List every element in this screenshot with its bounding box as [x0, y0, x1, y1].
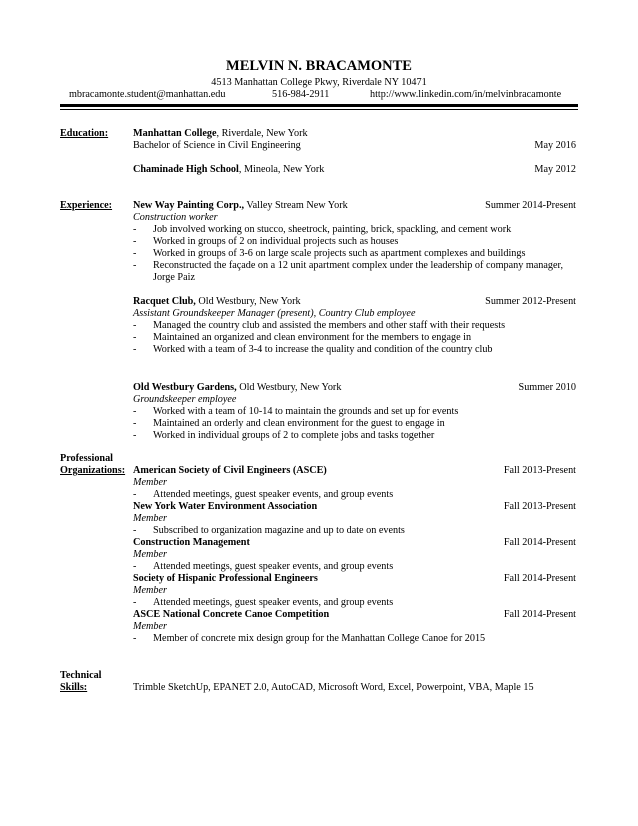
job-3-bullet-1 — [133, 406, 458, 418]
job-2-bullet-1 — [133, 320, 505, 332]
job-1-date: Summer 2014-Present — [485, 200, 576, 211]
org-3-name — [133, 537, 250, 549]
job-2-company — [133, 296, 301, 308]
bullet-text: Reconstructed the façade on a 12 unit apartment complex under the leadership of company manager, — [153, 260, 564, 271]
phone: 516-984-2911 — [272, 89, 330, 100]
bullet-dash: - — [133, 344, 137, 355]
bullet-text: Worked in individual groups of 2 to complete jobs and tasks together — [153, 430, 435, 441]
org-3-date: Fall 2014-Present — [503, 537, 576, 548]
bullet-text: Worked with a team of 3-4 to increase the quality and condition of the country club — [153, 344, 493, 355]
job-3-date: Summer 2010 — [518, 382, 576, 393]
experience-label: Experience: — [60, 200, 113, 211]
job-3-role — [133, 394, 236, 406]
company-location: Old Westbury, New York — [236, 382, 342, 393]
job-2-date: Summer 2012-Present — [485, 296, 576, 307]
company-name: Old Westbury Gardens, — [133, 382, 237, 393]
role-text: Member — [133, 513, 167, 524]
company-location: Valley Stream New York — [244, 200, 348, 211]
skills-label-line1: Technical — [60, 670, 102, 681]
org-2-name — [133, 501, 317, 513]
company-name: New Way Painting Corp., — [133, 200, 245, 211]
job-3-bullet-2 — [133, 418, 445, 430]
bullet-dash: - — [133, 597, 137, 608]
bullet-dash: - — [133, 561, 137, 572]
org-1-bullet — [133, 489, 393, 501]
bullet-text: Worked with a team of 10-14 to maintain the grounds and set up for events — [153, 406, 459, 417]
company-location: Old Westbury, New York — [195, 296, 301, 307]
bullet-dash: - — [133, 633, 137, 644]
role-text: Construction worker — [133, 212, 218, 223]
bullet-text: Job involved working on stucco, sheetrock, painting, brick, spackling, and cement work — [153, 224, 512, 235]
org-4-name — [133, 573, 318, 585]
job-1-bullet-4 — [133, 260, 563, 272]
education-school-2 — [133, 164, 324, 176]
job-1-bullet-4-cont: Jorge Paiz — [153, 272, 195, 283]
bullet-text: Member of concrete mix design group for the Manhattan College Canoe for 2015 — [153, 633, 486, 644]
org-5-date: Fall 2014-Present — [503, 609, 576, 620]
org-name: American Society of Civil Engineers (ASCE) — [133, 465, 327, 476]
job-2-role — [133, 308, 415, 320]
bullet-dash: - — [133, 406, 137, 417]
org-2-date: Fall 2013-Present — [503, 501, 576, 512]
bullet-dash: - — [133, 224, 137, 235]
role-text: Member — [133, 477, 167, 488]
education-label: Education: — [60, 128, 109, 139]
school-name: Chaminade High School — [133, 164, 239, 175]
linkedin-link[interactable]: http://www.linkedin.com/in/melvinbracamonte — [370, 89, 562, 100]
org-5-bullet — [133, 633, 485, 645]
role-text: Groundskeeper employee — [133, 394, 237, 405]
education-degree: Bachelor of Science in Civil Engineering — [133, 140, 301, 151]
address: 4513 Manhattan College Pkwy, Riverdale NY 10471 — [211, 77, 427, 88]
header-rule-thin — [60, 109, 578, 110]
bullet-dash: - — [133, 489, 137, 500]
candidate-name: MELVIN N. BRACAMONTE — [226, 58, 412, 74]
bullet-text: Maintained an organized and clean environment for the members to engage in — [153, 332, 472, 343]
email: mbracamonte.student@manhattan.edu — [69, 89, 226, 100]
bullet-text: Attended meetings, guest speaker events, and group events — [153, 561, 394, 572]
org-name: ASCE National Concrete Canoe Competition — [133, 609, 330, 620]
education-school-1 — [133, 128, 308, 140]
role-text: Member — [133, 621, 167, 632]
job-1-bullet-1 — [133, 224, 511, 236]
role-text: Member — [133, 585, 167, 596]
bullet-text: Worked in groups of 3-6 on large scale projects such as apartment complexes and buildings — [153, 248, 526, 259]
education-date-2: May 2012 — [534, 164, 576, 175]
header-rule-thick — [60, 104, 578, 107]
org-1-date: Fall 2013-Present — [503, 465, 576, 476]
job-1-role — [133, 212, 218, 224]
organizations-label-line2: Organizations: — [60, 465, 126, 476]
org-2-role — [133, 513, 167, 525]
bullet-dash: - — [133, 260, 137, 271]
org-4-role — [133, 585, 167, 597]
skills-text: Trimble SketchUp, EPANET 2.0, AutoCAD, Microsoft Word, Excel, Powerpoint, VBA, Maple 15 — [133, 682, 534, 693]
school-name: Manhattan College — [133, 128, 217, 139]
bullet-dash: - — [133, 320, 137, 331]
role-text: Member — [133, 549, 167, 560]
education-date-1: May 2016 — [534, 140, 576, 151]
org-4-date: Fall 2014-Present — [503, 573, 576, 584]
org-1-name — [133, 465, 327, 477]
job-3-company — [133, 382, 341, 394]
resume-header — [0, 58, 638, 89]
job-1-bullet-3 — [133, 248, 525, 260]
bullet-text: Attended meetings, guest speaker events, and group events — [153, 489, 394, 500]
org-1-role — [133, 477, 167, 489]
bullet-dash: - — [133, 236, 137, 247]
bullet-text: Managed the country club and assisted the members and other staff with their requests — [153, 320, 506, 331]
bullet-text: Maintained an orderly and clean environment for the guest to engage in — [153, 418, 445, 429]
bullet-dash: - — [133, 248, 137, 259]
skills-label-line2: Skills: — [60, 682, 88, 693]
school-location: , Riverdale, New York — [216, 128, 308, 139]
bullet-dash: - — [133, 430, 137, 441]
org-name: New York Water Environment Association — [133, 501, 318, 512]
bullet-dash: - — [133, 525, 137, 536]
bullet-text: Subscribed to organization magazine and up to date on events — [153, 525, 405, 536]
org-name: Construction Management — [133, 537, 250, 548]
org-5-role — [133, 621, 167, 633]
org-5-name — [133, 609, 329, 621]
bullet-text: Worked in groups of 2 on individual projects such as houses — [153, 236, 399, 247]
org-2-bullet — [133, 525, 405, 537]
bullet-dash: - — [133, 418, 137, 429]
bullet-dash: - — [133, 332, 137, 343]
school-location: , Mineola, New York — [238, 164, 325, 175]
job-3-bullet-3 — [133, 430, 434, 442]
company-name: Racquet Club, — [133, 296, 196, 307]
job-1-bullet-2 — [133, 236, 398, 248]
role-text: Assistant Groundskeeper Manager (present), Country Club employee — [133, 308, 416, 319]
job-2-bullet-2 — [133, 332, 471, 344]
org-4-bullet — [133, 597, 393, 609]
job-2-bullet-3 — [133, 344, 493, 356]
org-name: Society of Hispanic Professional Engineers — [133, 573, 318, 584]
bullet-text: Attended meetings, guest speaker events, and group events — [153, 597, 394, 608]
org-3-bullet — [133, 561, 393, 573]
org-3-role — [133, 549, 167, 561]
job-1-company — [133, 200, 348, 212]
organizations-label-line1: Professional — [60, 453, 114, 464]
